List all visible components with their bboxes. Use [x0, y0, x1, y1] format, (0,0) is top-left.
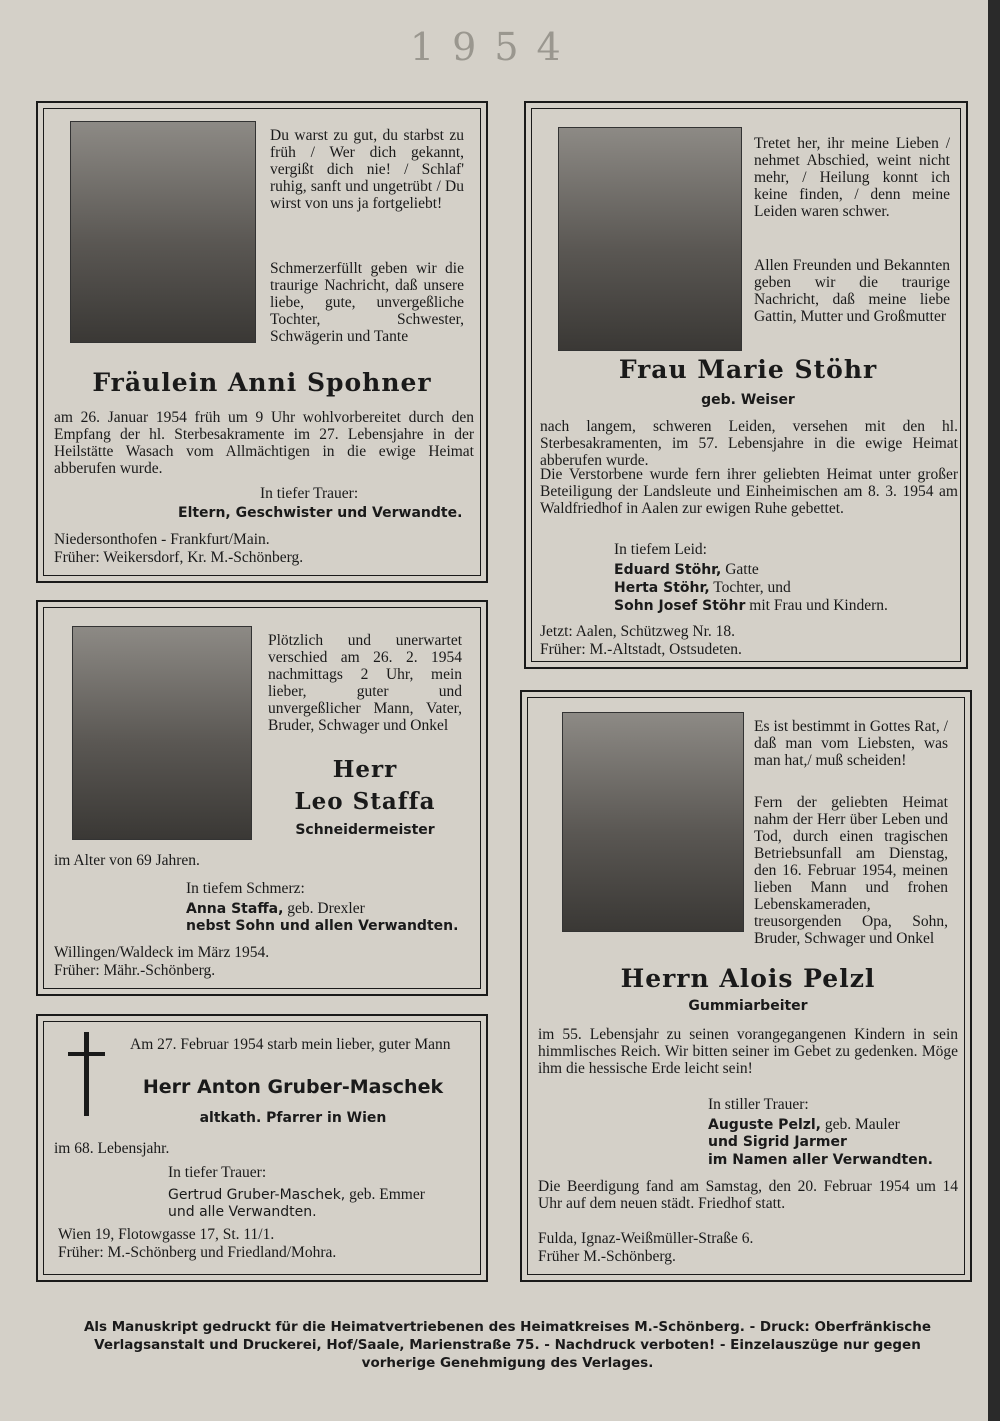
- deceased-name: Frau Marie Stöhr: [618, 355, 878, 384]
- mourner-name: Auguste Pelzl,: [708, 1117, 822, 1133]
- occupation: Schneidermeister: [295, 822, 435, 838]
- obituary-spohner: [36, 101, 488, 583]
- imprint-line-2: Verlagsanstalt und Druckerei, Hof/Saale, Marienstraße 75. - Nachdruck verboten! - Einzelauszüge nur gegen: [94, 1337, 921, 1353]
- place-former: Früher: Mähr.-Schönberg.: [54, 962, 216, 979]
- mourner-line-1: [614, 561, 759, 579]
- mourning-label: In tiefer Trauer:: [260, 485, 359, 502]
- mourner-name: Sohn Josef Stöhr: [614, 598, 746, 614]
- mourner-line-1: [168, 1186, 425, 1204]
- body-text-1: nach langem, schweren Leiden, versehen mit den hl. Sterbesakramenten, im 57. Lebensjahre in die ewige Heimat abberufen wurde.: [540, 418, 958, 469]
- header-year-mark: 1954: [410, 25, 579, 69]
- imprint-line-3: vorherige Genehmigung des Verlages.: [361, 1355, 654, 1371]
- deceased-name: Fräulein Anni Spohner: [92, 368, 432, 397]
- place-former: Früher M.-Schönberg.: [538, 1248, 676, 1265]
- mourner-line-1: [186, 900, 365, 918]
- mourner-name: Eduard Stöhr,: [614, 562, 722, 578]
- title-herr: Herr: [332, 756, 398, 783]
- mourner-line-2: nebst Sohn und allen Verwandten.: [186, 918, 459, 934]
- deceased-name: Herr Anton Gruber-Maschek: [142, 1076, 444, 1098]
- page-edge: [988, 0, 1000, 1421]
- poem-text: Tretet her, ihr meine Lieben / nehmet Abschied, weint nicht mehr, / Heilung konnt ich keine finden, / denn meine Leiden waren schwer.: [754, 135, 950, 220]
- place-current: Willingen/Waldeck im März 1954.: [54, 944, 270, 961]
- intro-text: Allen Freunden und Bekannten geben wir die traurige Nachricht, daß meine liebe Gattin, Mutter und Großmutter: [754, 257, 950, 325]
- obituary-pelzl: [520, 690, 972, 1282]
- obituary-gruber-maschek: [36, 1014, 488, 1282]
- place-current: Fulda, Ignaz-Weißmüller-Straße 6.: [538, 1230, 754, 1247]
- imprint-footer: [40, 1318, 975, 1372]
- burial-text: Die Beerdigung fand am Samstag, den 20. Februar 1954 um 14 Uhr auf dem neuen städt. Friedhof statt.: [538, 1178, 958, 1212]
- mourner-relation: mit Frau und Kindern.: [745, 597, 888, 614]
- body-text-2: Die Verstorbene wurde fern ihrer geliebten Heimat unter großer Beteiligung der Landsleute und Einheimischen am 8. 3. 1954 am Waldfriedhof in Aalen zur ewigen Ruhe gebettet.: [540, 466, 958, 517]
- portrait-photo: [70, 121, 256, 343]
- mourners: Eltern, Geschwister und Verwandte.: [178, 505, 463, 521]
- poem-text: Du warst zu gut, du starbst zu früh / Wer dich gekannt, vergißt dich nie! / Schlaf' ruhig, sanft und ungetrübt / Du wirst von uns ja fortgeliebt!: [270, 127, 464, 212]
- mourning-label: In tiefer Trauer:: [168, 1164, 267, 1181]
- mourner-line-3: [614, 597, 888, 615]
- intro-text: Fern der geliebten Heimat nahm der Herr über Leben und Tod, durch einen tragischen Betriebsunfall am Dienstag, den 16. Februar 1954, meinen lieben Mann und frohen Lebenskameraden, treusorgenden Opa, Sohn, Bruder, Schwager und Onkel: [754, 794, 948, 947]
- place-former: Früher: Weikersdorf, Kr. M.-Schönberg.: [54, 549, 304, 566]
- place-former: Früher: M.-Altstadt, Ostsudeten.: [540, 641, 742, 658]
- place-current: Jetzt: Aalen, Schützweg Nr. 18.: [540, 623, 735, 640]
- obituary-stoehr: [524, 101, 968, 669]
- intro-text: Plötzlich und unerwartet verschied am 26. 2. 1954 nachmittags 2 Uhr, mein lieber, guter und unvergeßlicher Mann, Vater, Bruder, Schwager und Onkel: [268, 632, 462, 734]
- place-former: Früher: M.-Schönberg und Friedland/Mohra.: [58, 1244, 337, 1261]
- age-text: im 68. Lebensjahr.: [54, 1140, 170, 1157]
- mourner-rest: geb. Mauler: [821, 1116, 900, 1133]
- cross-horizontal-icon: [68, 1052, 105, 1056]
- mourner-relation: Gatte: [721, 561, 759, 578]
- portrait-photo: [562, 712, 744, 932]
- place-current: Niedersonthofen - Frankfurt/Main.: [54, 531, 270, 548]
- maiden-name: geb. Weiser: [701, 392, 795, 408]
- obituary-staffa: [36, 600, 488, 996]
- mourning-label: In tiefem Schmerz:: [186, 880, 305, 897]
- deceased-name: Herrn Alois Pelzl: [620, 964, 876, 993]
- portrait-photo: [72, 626, 252, 840]
- age-text: im Alter von 69 Jahren.: [54, 852, 200, 869]
- mourner-rest: geb. Emmer: [345, 1186, 425, 1203]
- mourner-name: Herta Stöhr,: [614, 580, 710, 596]
- occupation: altkath. Pfarrer in Wien: [199, 1110, 387, 1126]
- mourning-label: In stiller Trauer:: [708, 1096, 809, 1113]
- intro-text: Am 27. Februar 1954 starb mein lieber, guter Mann: [130, 1036, 451, 1053]
- mourner-line-1: [708, 1116, 900, 1134]
- imprint-line-1: Als Manuskript gedruckt für die Heimatvertriebenen des Heimatkreises M.-Schönberg. - Druck: Oberfränkische: [83, 1319, 932, 1335]
- mourner-name: Anna Staffa,: [186, 901, 284, 917]
- deceased-name: Leo Staffa: [294, 788, 436, 815]
- portrait-photo: [558, 127, 742, 351]
- mourner-line-2: und Sigrid Jarmer: [708, 1134, 847, 1150]
- place-current: Wien 19, Flotowgasse 17, St. 11/1.: [58, 1226, 275, 1243]
- mourner-line-2: [614, 579, 791, 597]
- body-text: am 26. Januar 1954 früh um 9 Uhr wohlvorbereitet durch den Empfang der hl. Sterbesakramente im 27. Lebensjahre in der Heilstätte Wasach vom Allmächtigen in die ewige Heimat abberufen wurde.: [54, 409, 474, 477]
- poem-text: Es ist bestimmt in Gottes Rat, / daß man vom Liebsten, was man hat,/ muß scheiden!: [754, 718, 948, 769]
- body-text: im 55. Lebensjahr zu seinen vorangegangenen Kindern in sein himmlisches Reich. Wir bitten seiner im Gebet zu gedenken. Möge ihm die hessische Erde leicht sein!: [538, 1026, 958, 1077]
- cross-vertical-icon: [84, 1032, 89, 1116]
- mourner-rest: geb. Drexler: [283, 900, 365, 917]
- mourner-line-2: und alle Verwandten.: [168, 1204, 317, 1220]
- mourner-relation: Tochter, und: [709, 579, 791, 596]
- mourner-line-3: im Namen aller Verwandten.: [708, 1152, 933, 1168]
- occupation: Gummiarbeiter: [688, 998, 808, 1014]
- mourning-label: In tiefem Leid:: [614, 541, 707, 558]
- intro-text: Schmerzerfüllt geben wir die traurige Nachricht, daß unsere liebe, gute, unvergeßliche Tochter, Schwester, Schwägerin und Tante: [270, 260, 464, 345]
- mourner-name: Gertrud Gruber-Maschek,: [168, 1187, 346, 1203]
